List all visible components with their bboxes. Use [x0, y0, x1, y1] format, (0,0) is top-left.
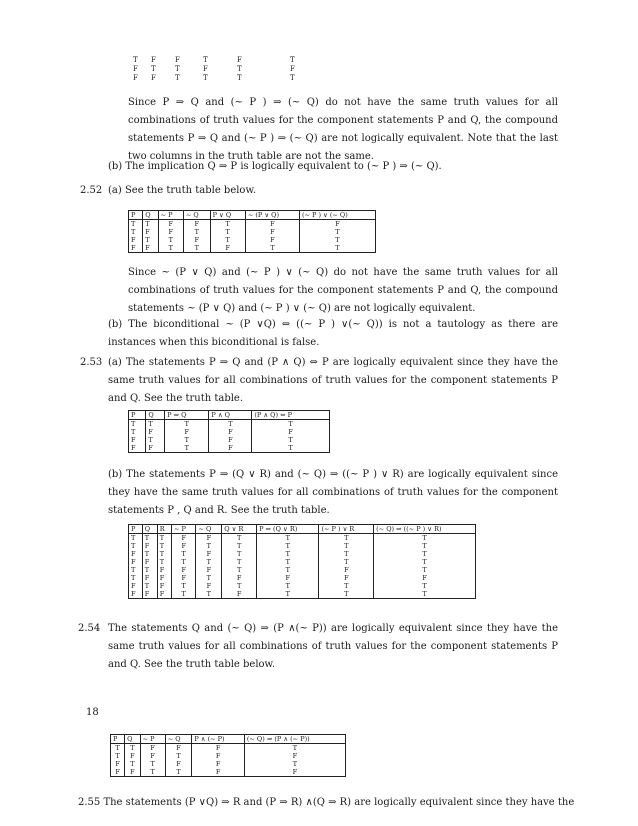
col-header: P [129, 211, 143, 220]
col-header: P ∨ Q [210, 211, 245, 220]
problem-number-2-54: 2.54 [78, 623, 101, 634]
col-header: ~ P [158, 211, 183, 220]
table-row: F T T F F T [111, 760, 346, 768]
table-row: T T F F F T T F T [129, 566, 476, 574]
col-header: Q ∨ R [222, 525, 257, 534]
problem-2-54: The statements Q and (~ Q) ⇒ (P ∧(~ P)) are logically equivalent since they have the same truth values for all combinations of truth values for the component statements P and Q. See the truth table below. [108, 623, 558, 670]
paragraph-2-51a-conclusion: Since P ⇒ Q and (~ P ) ⇒ (~ Q) do not have the same truth values for all combinations of truth values for the component statements P and Q, the compound statements P ⇒ Q and (~ P ) ⇒ (~ Q) are not logically equivalent. Note that the last two columns in the truth table are not the same. [128, 97, 558, 162]
top-table-fragment [133, 56, 313, 86]
table-row: T T F F T F F [129, 220, 376, 229]
item-2-53b: (b) The statements P ⇒ (Q ∨ R) and (~ Q) ⇒ ((~ P ) ∨ R) are logically equivalent since they have the same truth values for all combinations of truth values for the component statements P , Q and R. See the truth table. [108, 469, 558, 516]
col-header: Q [146, 411, 165, 420]
col-header: ~ P [172, 525, 196, 534]
table-row: F F T T F T T [129, 244, 376, 253]
col-header: R [157, 525, 171, 534]
top-row-1: T F F T F T [133, 56, 295, 64]
col-header: P ⇒ (Q ∨ R) [257, 525, 319, 534]
table-row: T F F F F [129, 428, 330, 436]
truth-table-2-53a [128, 410, 330, 453]
problem-number-2-52: 2.52 [80, 185, 103, 196]
col-header: (~ P ) ∨ R [319, 525, 374, 534]
truth-table-2-54 [110, 734, 346, 777]
item-2-52b: (b) The biconditional ~ (P ∨Q) ⇔ ((~ P ) ∨(~ Q)) is not a tautology as there are instances when this biconditional is false. [108, 319, 558, 348]
col-header: P ∧ Q [209, 411, 252, 420]
problem-2-55: 2.55 The statements (P ∨Q) ⇒ R and (P ⇒ R) ∧(Q ⇒ R) are logically equivalent since they have the [78, 797, 575, 808]
page-number: 18 [86, 707, 99, 718]
col-header: (~ P ) ∨ (~ Q) [299, 211, 375, 220]
table-row: T F T F T T T T T [129, 542, 476, 550]
truth-table-2-53b [128, 524, 476, 599]
table-row: F T T F T [129, 436, 330, 444]
table-row: T F F F T F F F F [129, 574, 476, 582]
col-header: Q [143, 211, 158, 220]
top-row-3: F F T T T T [133, 74, 295, 82]
table-row: F F T F T [129, 444, 330, 453]
col-header: ~ (P ∨ Q) [245, 211, 299, 220]
top-row-2: F T T F T F [133, 65, 295, 73]
col-header: P [129, 411, 146, 420]
col-header: ~ Q [196, 525, 222, 534]
table-row: T T T T T [129, 420, 330, 429]
item-2-51b: (b) The implication Q ⇒ P is logically equivalent to (~ P ) ⇒ (~ Q). [108, 161, 442, 172]
col-header: P ∧ (~ P) [192, 735, 245, 744]
table-row: F F T T T T T T T [129, 558, 476, 566]
col-header: ~ P [140, 735, 165, 744]
col-header: (~ Q) ⇒ ((~ P ) ∨ R) [374, 525, 476, 534]
table-row: F F F T T F T T T [129, 590, 476, 599]
col-header: Q [142, 525, 157, 534]
col-header: ~ Q [183, 211, 210, 220]
table-row: F T T T F T T T T [129, 550, 476, 558]
col-header: P [111, 735, 125, 744]
truth-table-2-52 [128, 210, 376, 253]
table-row: T T T F F T T T T [129, 534, 476, 543]
col-header: Q [125, 735, 140, 744]
col-header: P ⇒ Q [165, 411, 209, 420]
table-row: T F F T F F [111, 752, 346, 760]
col-header: (P ∧ Q) ⇔ P [252, 411, 330, 420]
col-header: ~ Q [165, 735, 192, 744]
table-row: F T F T F T T T T [129, 582, 476, 590]
item-2-52a: (a) See the truth table below. [108, 185, 257, 196]
paragraph-2-52a-conclusion: Since ~ (P ∨ Q) and (~ P ) ∨ (~ Q) do not have the same truth values for all combinations of truth values for the component statements P and Q, the compound statements ~ (P ∨ Q) and (~ P ) ∨ (~ Q) are not logically equivalent. [128, 267, 558, 314]
col-header: P [129, 525, 143, 534]
table-row: F T T F T F T [129, 236, 376, 244]
col-header: (~ Q) ⇒ (P ∧ (~ P)) [244, 735, 345, 744]
table-row: F F T T F F [111, 768, 346, 777]
table-row: T F F T T F T [129, 228, 376, 236]
table-row: T T F F F T [111, 744, 346, 753]
item-2-53a: (a) The statements P ⇒ Q and (P ∧ Q) ⇔ P are logically equivalent since they have the same truth values for all combinations of truth values for the component statements P and Q. See the truth table. [108, 357, 558, 404]
problem-number-2-53: 2.53 [80, 357, 103, 368]
